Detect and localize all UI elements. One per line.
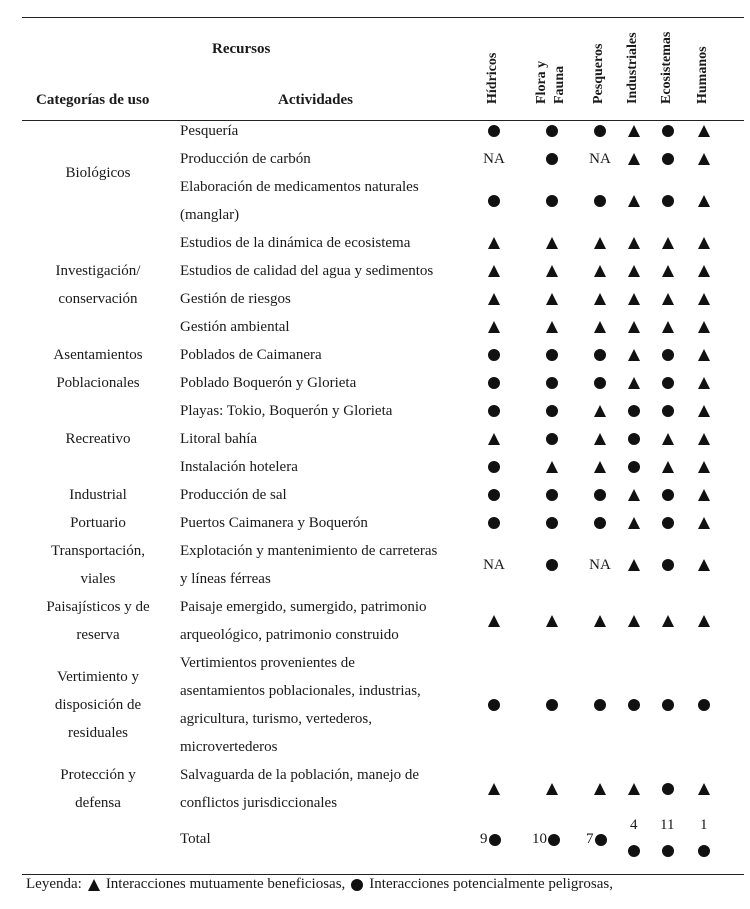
cell-pesqueros (585, 235, 615, 251)
triangle-icon (698, 377, 710, 389)
total-marker (619, 843, 649, 859)
activity-label: Elaboración de medicamentos naturales (180, 179, 419, 195)
cell-humanos (689, 431, 719, 447)
triangle-icon (662, 237, 674, 249)
cell-ecosistemas (653, 515, 683, 531)
cell-industriales (619, 319, 649, 335)
circle-icon (546, 349, 558, 361)
cell-flora (537, 431, 567, 447)
na-label: NA (589, 556, 611, 573)
circle-icon (546, 559, 558, 571)
table-top-rule (22, 17, 744, 18)
cell-ecosistemas (653, 319, 683, 335)
cell-industriales (619, 403, 649, 419)
cell-ecosistemas (653, 697, 683, 713)
triangle-icon (698, 489, 710, 501)
cell-industriales (619, 151, 649, 167)
column-header-flora: Fauna (552, 65, 567, 104)
triangle-icon (594, 615, 606, 627)
triangle-icon (594, 293, 606, 305)
total-marker (653, 843, 683, 859)
cell-flora (537, 193, 567, 209)
triangle-icon (546, 293, 558, 305)
cell-industriales (619, 375, 649, 391)
triangle-icon (662, 461, 674, 473)
cell-humanos (689, 151, 719, 167)
cell-pesqueros (585, 193, 615, 209)
category-label: residuales (68, 725, 128, 741)
circle-icon (546, 405, 558, 417)
activity-label: Producción de carbón (180, 151, 311, 167)
triangle-icon (698, 433, 710, 445)
cell-ecosistemas (653, 557, 683, 573)
category-label: viales (80, 571, 116, 587)
triangle-icon (628, 153, 640, 165)
triangle-icon (546, 321, 558, 333)
cell-ecosistemas (653, 235, 683, 251)
activity-label: microvertederos (180, 739, 278, 755)
triangle-icon (594, 433, 606, 445)
cell-humanos (689, 347, 719, 363)
total-value (586, 831, 607, 848)
circle-icon (594, 195, 606, 207)
triangle-icon (594, 321, 606, 333)
triangle-icon (628, 293, 640, 305)
activity-label: Instalación hotelera (180, 459, 298, 475)
triangle-icon (594, 783, 606, 795)
cell-industriales (619, 431, 649, 447)
cell-ecosistemas (653, 403, 683, 419)
cell-pesqueros (585, 151, 615, 167)
cell-humanos (689, 781, 719, 797)
circle-icon (662, 377, 674, 389)
cell-pesqueros (585, 263, 615, 279)
activity-label: Explotación y mantenimiento de carreteras (180, 543, 438, 559)
cell-flora (537, 151, 567, 167)
cell-pesqueros (585, 291, 615, 307)
cell-flora (537, 487, 567, 503)
cell-hidricos (479, 403, 509, 419)
cell-industriales (619, 515, 649, 531)
na-label: NA (483, 150, 505, 167)
circle-icon (662, 845, 674, 857)
cell-flora (537, 781, 567, 797)
activity-label: Producción de sal (180, 487, 287, 503)
triangle-icon (698, 517, 710, 529)
triangle-icon (698, 321, 710, 333)
triangle-icon (546, 265, 558, 277)
triangle-icon (628, 377, 640, 389)
categories-header: Categorías de uso (36, 92, 150, 108)
triangle-icon (488, 433, 500, 445)
triangle-icon (546, 237, 558, 249)
triangle-icon (662, 321, 674, 333)
total-number: 9 (480, 831, 488, 847)
total-number: 10 (532, 831, 547, 847)
circle-icon (594, 699, 606, 711)
cell-pesqueros (585, 459, 615, 475)
circle-icon (548, 834, 560, 846)
category-label: Industrial (69, 487, 127, 503)
circle-icon (489, 834, 501, 846)
triangle-icon (628, 615, 640, 627)
triangle-icon (698, 237, 710, 249)
cell-hidricos (479, 515, 509, 531)
activity-label: asentamientos poblacionales, industrias, (180, 683, 421, 699)
circle-icon (662, 517, 674, 529)
activity-label: arqueológico, patrimonio construido (180, 627, 399, 643)
circle-icon (546, 433, 558, 445)
category-label: Vertimiento y (56, 669, 140, 685)
cell-hidricos (479, 347, 509, 363)
cell-hidricos (479, 557, 509, 573)
cell-ecosistemas (653, 193, 683, 209)
cell-flora (537, 291, 567, 307)
cell-humanos (689, 291, 719, 307)
cell-humanos (689, 613, 719, 629)
cell-industriales (619, 557, 649, 573)
cell-humanos (689, 487, 719, 503)
cell-ecosistemas (653, 459, 683, 475)
cell-humanos (689, 697, 719, 713)
cell-ecosistemas (653, 347, 683, 363)
circle-icon (546, 699, 558, 711)
resources-header: Recursos (212, 41, 271, 57)
activity-label: (manglar) (180, 207, 240, 223)
cell-pesqueros (585, 319, 615, 335)
cell-pesqueros (585, 431, 615, 447)
circle-icon (488, 517, 500, 529)
circle-icon (628, 699, 640, 711)
category-label: Paisajísticos y de (46, 599, 150, 615)
activity-label: Puertos Caimanera y Boquerón (180, 515, 368, 531)
triangle-icon (628, 489, 640, 501)
activity-label: Litoral bahía (180, 431, 258, 447)
circle-icon (546, 517, 558, 529)
cell-pesqueros (585, 403, 615, 419)
activity-label: Gestión ambiental (180, 319, 290, 335)
legend (26, 876, 613, 893)
activity-label: Paisaje emergido, sumergido, patrimonio (180, 599, 427, 615)
cell-ecosistemas (653, 291, 683, 307)
legend-prefix: Leyenda: (26, 876, 82, 892)
cell-flora (537, 613, 567, 629)
circle-icon (594, 349, 606, 361)
activity-label: Salvaguarda de la población, manejo de (180, 767, 420, 783)
circle-icon (351, 879, 363, 891)
category-label: Asentamientos (53, 347, 143, 363)
triangle-icon (594, 265, 606, 277)
triangle-icon (488, 783, 500, 795)
circle-icon (488, 489, 500, 501)
triangle-icon (698, 405, 710, 417)
cell-hidricos (479, 291, 509, 307)
cell-hidricos (479, 613, 509, 629)
column-header-humanos: Humanos (695, 46, 710, 104)
circle-icon (628, 405, 640, 417)
cell-industriales (619, 487, 649, 503)
triangle-icon (662, 265, 674, 277)
circle-icon (488, 195, 500, 207)
triangle-icon (628, 349, 640, 361)
cell-humanos (689, 459, 719, 475)
cell-industriales (619, 193, 649, 209)
circle-icon (662, 349, 674, 361)
cell-ecosistemas (653, 375, 683, 391)
cell-humanos (689, 193, 719, 209)
cell-flora (537, 319, 567, 335)
circle-icon (546, 195, 558, 207)
triangle-icon (488, 321, 500, 333)
na-label: NA (589, 150, 611, 167)
category-label: reserva (76, 627, 120, 643)
cell-industriales (619, 123, 649, 139)
cell-hidricos (479, 263, 509, 279)
cell-pesqueros (585, 123, 615, 139)
triangle-icon (698, 615, 710, 627)
triangle-icon (546, 615, 558, 627)
circle-icon (594, 377, 606, 389)
cell-ecosistemas (653, 613, 683, 629)
cell-flora (537, 403, 567, 419)
circle-icon (628, 845, 640, 857)
cell-ecosistemas (653, 263, 683, 279)
cell-flora (537, 123, 567, 139)
cell-ecosistemas (653, 781, 683, 797)
total-number: 7 (586, 831, 594, 847)
circle-icon (488, 699, 500, 711)
circle-icon (662, 559, 674, 571)
category-label: Portuario (70, 515, 126, 531)
cell-hidricos (479, 375, 509, 391)
cell-pesqueros (585, 697, 615, 713)
triangle-icon (594, 405, 606, 417)
circle-icon (546, 377, 558, 389)
activity-label: conflictos jurisdiccionales (180, 795, 338, 811)
cell-hidricos (479, 123, 509, 139)
category-label: Protección y (60, 767, 136, 783)
cell-flora (537, 347, 567, 363)
triangle-icon (488, 615, 500, 627)
circle-icon (662, 783, 674, 795)
cell-ecosistemas (653, 151, 683, 167)
column-header-hidricos: Hídricos (485, 52, 500, 104)
triangle-icon (698, 153, 710, 165)
triangle-icon (488, 237, 500, 249)
legend-triangle-text: Interacciones mutuamente beneficiosas, (105, 876, 346, 892)
cell-flora (537, 459, 567, 475)
triangle-icon (698, 349, 710, 361)
cell-hidricos (479, 193, 509, 209)
triangle-icon (594, 237, 606, 249)
circle-icon (662, 153, 674, 165)
circle-icon (594, 489, 606, 501)
circle-icon (488, 405, 500, 417)
cell-pesqueros (585, 613, 615, 629)
cell-industriales (619, 697, 649, 713)
triangle-icon (546, 461, 558, 473)
cell-humanos (689, 403, 719, 419)
cell-hidricos (479, 697, 509, 713)
category-label: disposición de (54, 697, 142, 713)
category-label: Transportación, (50, 543, 146, 559)
circle-icon (662, 195, 674, 207)
circle-icon (662, 125, 674, 137)
activity-label: y líneas férreas (180, 571, 271, 587)
circle-icon (628, 433, 640, 445)
activity-label: Poblados de Caimanera (180, 347, 322, 363)
triangle-icon (628, 125, 640, 137)
triangle-icon (628, 237, 640, 249)
circle-icon (662, 699, 674, 711)
cell-industriales (619, 459, 649, 475)
cell-hidricos (479, 319, 509, 335)
total-value (532, 831, 560, 848)
circle-icon (595, 834, 607, 846)
triangle-icon (546, 783, 558, 795)
triangle-icon (628, 195, 640, 207)
column-header-industriales: Industriales (625, 32, 640, 104)
category-label: Poblacionales (56, 375, 140, 391)
cell-hidricos (479, 151, 509, 167)
triangle-icon (698, 293, 710, 305)
triangle-icon (628, 559, 640, 571)
circle-icon (662, 405, 674, 417)
column-header-flora: Flora y (534, 60, 549, 104)
cell-pesqueros (585, 781, 615, 797)
cell-hidricos (479, 431, 509, 447)
activity-label: Estudios de calidad del agua y sedimentos (180, 263, 434, 279)
triangle-icon (698, 195, 710, 207)
cell-ecosistemas (653, 487, 683, 503)
cell-humanos (689, 123, 719, 139)
cell-pesqueros (585, 557, 615, 573)
cell-flora (537, 697, 567, 713)
cell-humanos (689, 319, 719, 335)
triangle-icon (662, 615, 674, 627)
triangle-icon (698, 783, 710, 795)
cell-hidricos (479, 487, 509, 503)
circle-icon (594, 125, 606, 137)
cell-humanos (689, 375, 719, 391)
circle-icon (698, 699, 710, 711)
circle-icon (546, 153, 558, 165)
cell-industriales (619, 235, 649, 251)
triangle-icon (488, 293, 500, 305)
activity-label: Pesquería (180, 123, 239, 139)
triangle-icon (662, 293, 674, 305)
na-label: NA (483, 556, 505, 573)
total-number: 1 (700, 817, 708, 833)
total-value (480, 831, 501, 848)
cell-hidricos (479, 235, 509, 251)
circle-icon (488, 125, 500, 137)
cell-industriales (619, 263, 649, 279)
cell-pesqueros (585, 515, 615, 531)
triangle-icon (628, 783, 640, 795)
triangle-icon (698, 125, 710, 137)
cell-humanos (689, 557, 719, 573)
category-label: Investigación/ (55, 263, 141, 279)
cell-industriales (619, 347, 649, 363)
header-bottom-rule (22, 120, 744, 121)
triangle-icon (698, 461, 710, 473)
total-label: Total (180, 831, 211, 847)
triangle-icon (628, 321, 640, 333)
cell-flora (537, 235, 567, 251)
cell-pesqueros (585, 487, 615, 503)
activity-label: Vertimientos provenientes de (180, 655, 355, 671)
circle-icon (628, 461, 640, 473)
circle-icon (488, 461, 500, 473)
circle-icon (698, 845, 710, 857)
total-number: 11 (660, 817, 675, 833)
total-marker (689, 843, 719, 859)
cell-flora (537, 557, 567, 573)
column-header-ecosistemas: Ecosistemas (659, 31, 674, 104)
table-bottom-rule (22, 874, 744, 875)
activity-label: agricultura, turismo, vertederos, (180, 711, 373, 727)
circle-icon (546, 489, 558, 501)
triangle-icon (594, 461, 606, 473)
cell-flora (537, 515, 567, 531)
category-label: Recreativo (65, 431, 131, 447)
triangle-icon (488, 265, 500, 277)
legend-circle-text: Interacciones potencialmente peligrosas, (369, 876, 613, 892)
circle-icon (488, 377, 500, 389)
activities-header: Actividades (278, 92, 353, 108)
cell-flora (537, 263, 567, 279)
cell-industriales (619, 613, 649, 629)
activity-label: Estudios de la dinámica de ecosistema (180, 235, 411, 251)
cell-pesqueros (585, 375, 615, 391)
cell-humanos (689, 235, 719, 251)
activity-label: Poblado Boquerón y Glorieta (180, 375, 357, 391)
triangle-icon (628, 265, 640, 277)
triangle-icon (628, 517, 640, 529)
circle-icon (594, 517, 606, 529)
cell-hidricos (479, 781, 509, 797)
cell-industriales (619, 291, 649, 307)
triangle-icon (662, 433, 674, 445)
cell-humanos (689, 263, 719, 279)
circle-icon (488, 349, 500, 361)
cell-industriales (619, 781, 649, 797)
column-header-pesqueros: Pesqueros (591, 43, 606, 104)
cell-flora (537, 375, 567, 391)
circle-icon (662, 489, 674, 501)
category-label: conservación (58, 291, 138, 307)
triangle-icon (698, 265, 710, 277)
cell-ecosistemas (653, 431, 683, 447)
category-label: Biológicos (65, 165, 131, 181)
triangle-icon (698, 559, 710, 571)
activity-label: Playas: Tokio, Boquerón y Glorieta (180, 403, 393, 419)
cell-pesqueros (585, 347, 615, 363)
cell-hidricos (479, 459, 509, 475)
cell-humanos (689, 515, 719, 531)
cell-ecosistemas (653, 123, 683, 139)
total-number: 4 (630, 817, 638, 833)
activity-label: Gestión de riesgos (180, 291, 291, 307)
category-label: defensa (75, 795, 121, 811)
circle-icon (546, 125, 558, 137)
triangle-icon (88, 879, 100, 891)
